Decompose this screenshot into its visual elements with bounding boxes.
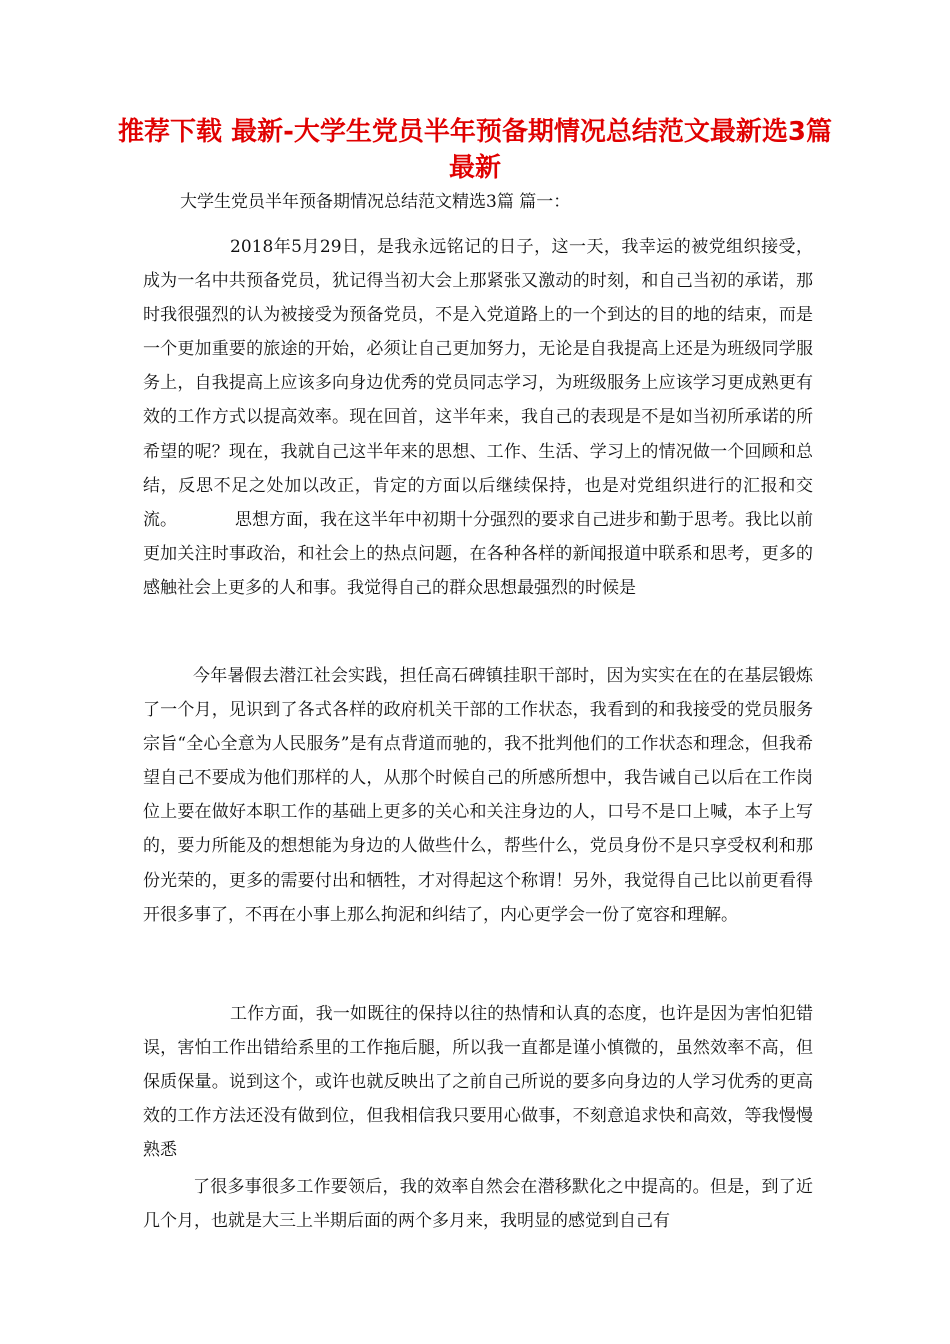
- paragraph-3: 工作方面，我一如既往的保持以往的热情和认真的态度，也许是因为害怕犯错误，害怕工作出错给系里的工作拖后腿，所以我一直都是谨小慎微的，虽然效率不高，但保质保量。说到这个，或许也就反映出了之前自己所说的要多向身边的人学习优秀的更高效的工作方法还没有做到位，但我相信我只要用心做事，不刻意追求快和高效，等我慢慢熟悉: [143, 1004, 813, 1161]
- paragraph-1-part-b: 思想方面，我在这半年中初期十分强烈的要求自己进步和勤于思考。我比以前更加关注时事政治，和社会上的热点问题，在各种各样的新闻报道中联系和思考，更多的感触社会上更多的人和事。我觉得自己的群众思想最强烈的时候是: [143, 509, 813, 598]
- paragraph-1-part-a: 2018年5月29日，是我永远铭记的日子，这一天，我幸运的被党组织接受，成为一名中共预备党员，犹记得当初大会上那紧张又激动的时刻，和自己当初的承诺，那时我很强烈的认为被接受为预备党员，不是入党道路上的一个到达的目的地的结束，而是一个更加重要的旅途的开始，必须让自己更加努力，无论是自我提高上还是为班级同学服务上，自我提高上应该多向身边优秀的党员同志学习，为班级服务上应该学习更成熟更有效的工作方式以提高效率。现在回首，这半年来，我自己的表现是不是如当初所承诺的所希望的呢？现在，我就自己这半年来的思想、工作、生活、学习上的情况做一个回顾和总结，反思不足之处加以改正，肯定的方面以后继续保持，也是对党组织进行的汇报和交流。: [143, 237, 813, 530]
- document-title: 推荐下载 最新-大学生党员半年预备期情况总结范文最新选3篇 最新: [118, 117, 832, 183]
- paragraph-4: 了很多事很多工作要领后，我的效率自然会在潜移默化之中提高的。但是，到了近几个月，也就是大三上半期后面的两个多月来，我明显的感觉到自己有: [143, 1177, 813, 1232]
- intro-line: 大学生党员半年预备期情况总结范文精选3篇 篇一：: [180, 192, 571, 212]
- paragraph-1: [143, 230, 813, 605]
- paragraph-2: 今年暑假去潜江社会实践，担任高石碑镇挂职干部时，因为实实在在的在基层锻炼了一个月，见识到了各式各样的政府机关干部的工作状态，我看到的和我接受的党员服务宗旨“全心全意为人民服务”是有点背道而驰的，我不批判他们的工作状态和理念，但我希望自己不要成为他们那样的人，从那个时候自己的所感所想中，我告诫自己以后在工作岗位上要在做好本职工作的基础上更多的关心和关注身边的人，口号不是口上喊，本子上写的，要力所能及的想想能为身边的人做些什么，帮些什么，党员身份不是只享受权利和那份光荣的，更多的需要付出和牺牲，才对得起这个称谓！另外，我觉得自己比以前更看得开很多事了，不再在小事上那么拘泥和纠结了，内心更学会一份了宽容和理解。: [143, 666, 813, 925]
